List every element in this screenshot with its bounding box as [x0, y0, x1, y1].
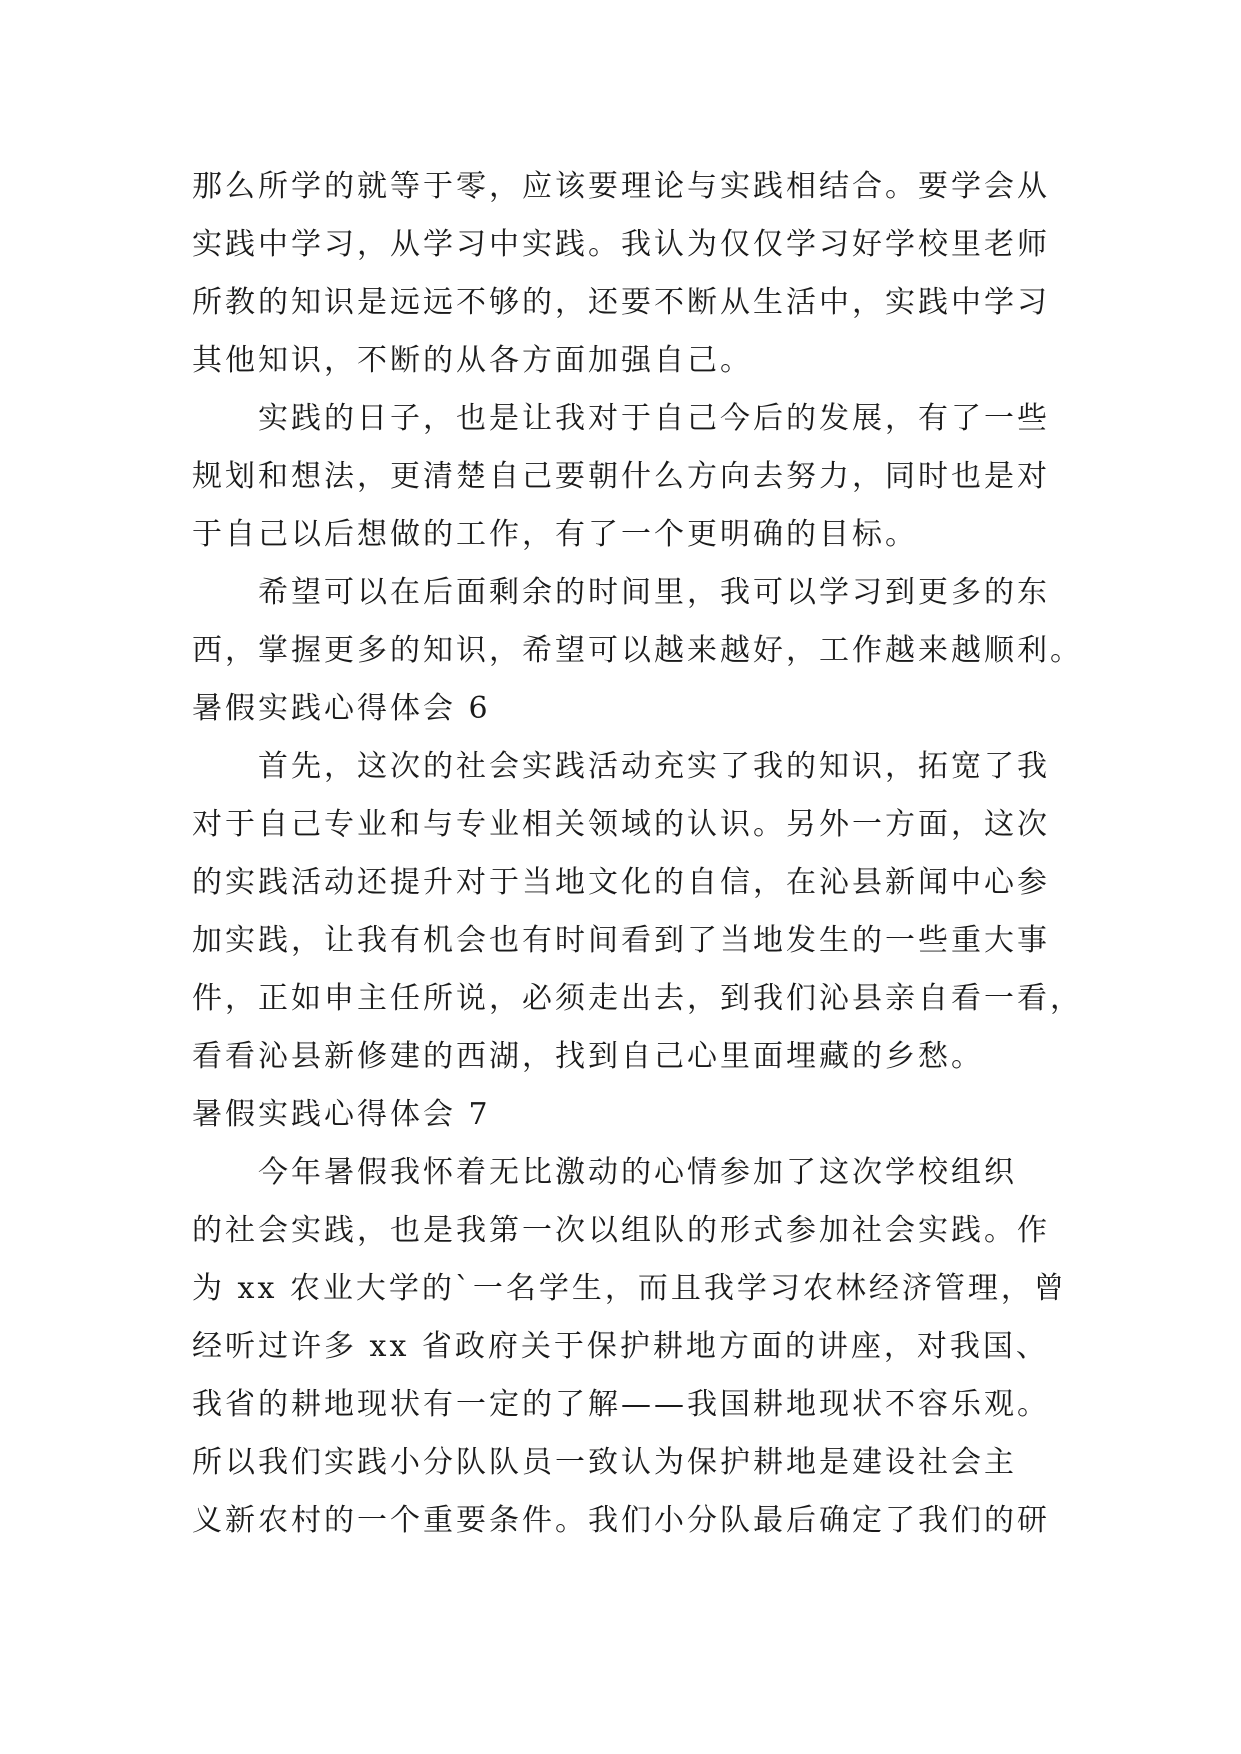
- text-line: 所以我们实践小分队队员一致认为保护耕地是建设社会主: [192, 1445, 1017, 1480]
- text-line: 我省的耕地现状有一定的了解——我国耕地现状不容乐观。: [192, 1387, 1050, 1422]
- text-line: 的社会实践，也是我第一次以组队的形式参加社会实践。作: [192, 1213, 1050, 1248]
- text-line: 件，正如申主任所说，必须走出去，到我们沁县亲自看一看，: [192, 981, 1083, 1016]
- text-line: 义新农村的一个重要条件。我们小分队最后确定了我们的研: [192, 1503, 1050, 1538]
- text-line: 对于自己专业和与专业相关领域的认识。另外一方面，这次: [192, 807, 1050, 842]
- text-line: 那么所学的就等于零，应该要理论与实践相结合。要学会从: [192, 169, 1050, 204]
- text-line: 看看沁县新修建的西湖，找到自己心里面埋藏的乡愁。: [192, 1039, 984, 1074]
- text-line: 暑假实践心得体会 7: [192, 1097, 491, 1132]
- text-line: 规划和想法，更清楚自己要朝什么方向去努力，同时也是对: [192, 459, 1050, 494]
- text-line: 加实践，让我有机会也有时间看到了当地发生的一些重大事: [192, 923, 1050, 958]
- text-line: 首先，这次的社会实践活动充实了我的知识，拓宽了我: [258, 749, 1050, 784]
- text-line: 为 xx 农业大学的`一名学生，而且我学习农林经济管理，曾: [192, 1271, 1067, 1306]
- text-line: 今年暑假我怀着无比激动的心情参加了这次学校组织: [258, 1155, 1017, 1190]
- text-line: 西，掌握更多的知识，希望可以越来越好，工作越来越顺利。: [192, 633, 1083, 668]
- text-line: 其他知识，不断的从各方面加强自己。: [192, 343, 753, 378]
- text-line: 实践的日子，也是让我对于自己今后的发展，有了一些: [258, 401, 1050, 436]
- text-line: 实践中学习，从学习中实践。我认为仅仅学习好学校里老师: [192, 227, 1050, 262]
- text-line: 希望可以在后面剩余的时间里，我可以学习到更多的东: [258, 575, 1050, 610]
- text-line: 经听过许多 xx 省政府关于保护耕地方面的讲座，对我国、: [192, 1329, 1049, 1364]
- text-line: 的实践活动还提升对于当地文化的自信，在沁县新闻中心参: [192, 865, 1050, 900]
- text-line: 于自己以后想做的工作，有了一个更明确的目标。: [192, 517, 918, 552]
- text-line: 暑假实践心得体会 6: [192, 691, 491, 726]
- document-body: [192, 158, 1092, 1550]
- text-line: 所教的知识是远远不够的，还要不断从生活中，实践中学习: [192, 285, 1050, 320]
